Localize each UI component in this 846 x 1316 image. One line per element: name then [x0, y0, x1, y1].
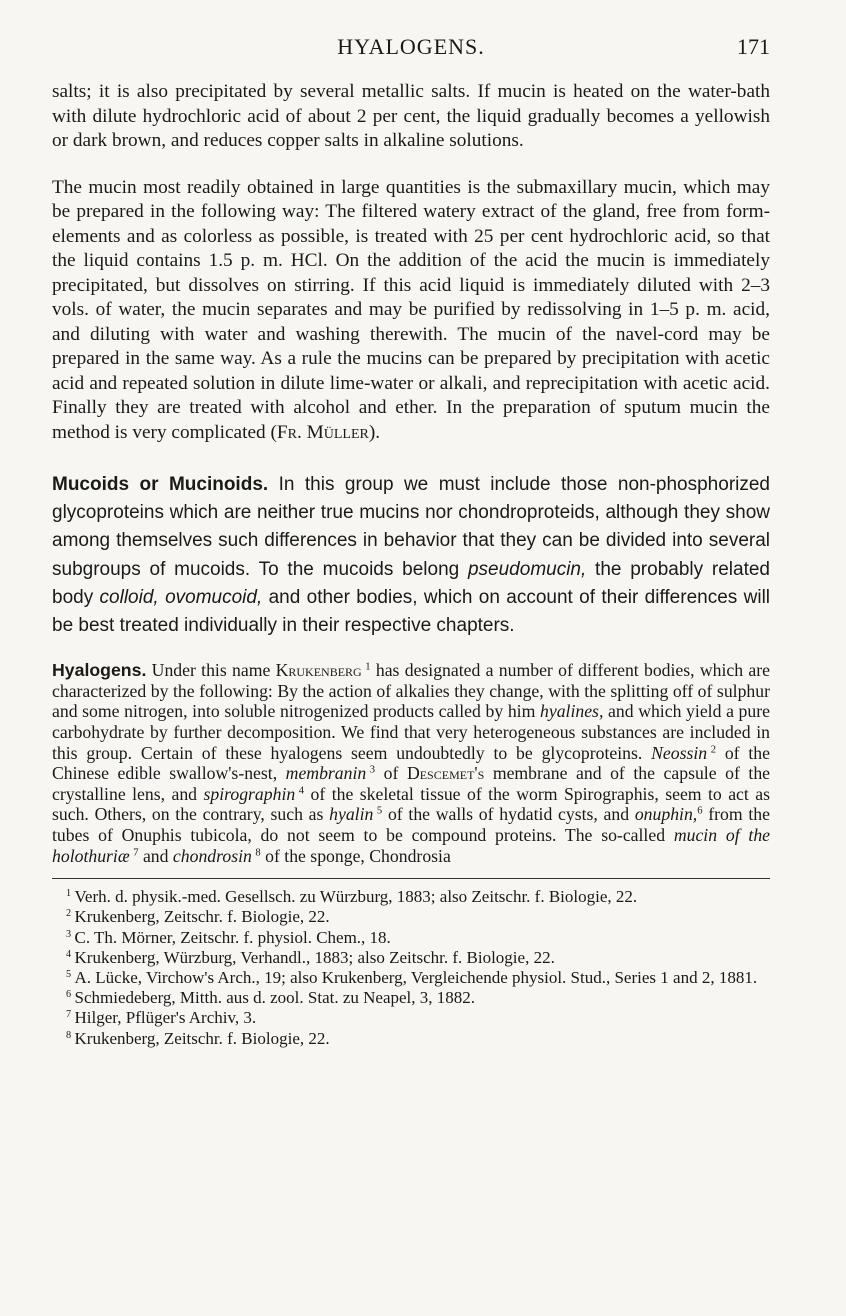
footnote-text: Krukenberg, Zeitschr. f. Biologie, 22.: [74, 907, 330, 927]
footnote-text: A. Lücke, Virchow's Arch., 19; also Krukenberg, Vergleichende physiol. Stud., Series 1 and 2, 1881.: [74, 967, 758, 987]
term-chondrosin: chondrosin: [172, 845, 252, 866]
footnote-ref: 2: [710, 744, 716, 756]
term-hyalines: hyalines,: [540, 701, 604, 722]
footnote-number: 6: [66, 989, 72, 1001]
footnote-text: Schmiedeberg, Mitth. aus d. zool. Stat. zu Neapel, 3, 1882.: [74, 988, 476, 1008]
section-mucoids: [52, 471, 770, 640]
footnotes: [52, 887, 770, 1049]
footnote: [52, 968, 770, 988]
footnote: [52, 988, 770, 1008]
paragraph-text: of the walls of hydatid cysts, and: [382, 804, 635, 825]
footnote-ref: 1: [365, 661, 371, 673]
page-title: HYALOGENS.: [337, 34, 485, 59]
term-onuphin: onuphin,: [634, 804, 698, 825]
section-hyalogens: [52, 660, 770, 866]
paragraph-text: ).: [368, 421, 381, 443]
footnote-text: Krukenberg, Würzburg, Verhandl., 1883; also Zeitschr. f. Biologie, 22.: [74, 947, 555, 967]
running-head: [52, 34, 770, 62]
page-number: 171: [737, 34, 770, 59]
footnote-ref: 5: [376, 806, 383, 818]
paragraph-text: of the Chinese edible swallow's-nest,: [52, 742, 770, 784]
paragraph-text: of the skeletal tissue of the worm Spirographis, seem to act as such. Others, on the contrary, such as: [52, 783, 771, 825]
section-heading-hyalogens: Hyalogens.: [52, 660, 147, 681]
term-pseudomucin: pseudomucin,: [467, 558, 587, 580]
paragraph-text: and which yield a pure carbohydrate by further decomposition. We find that very heterogeneous substances are included in this group. Certain of these hyalogens seem undoubtedly to be glycoproteins.: [52, 701, 770, 763]
footnote: [52, 1029, 770, 1049]
footnote-number: 2: [66, 908, 72, 920]
section-heading-mucoids: Mucoids or Mucinoids.: [52, 474, 269, 495]
paragraph-text: In this group we must include those non-phosphorized glycoproteins which are neither true mucins nor chondroproteids, although they show among themselves such differences in behavior that they can be divided into several subgroups of mucoids. To the mucoids belong: [52, 474, 770, 580]
footnote-number: 3: [66, 928, 72, 940]
author-descemet: Descemet's: [406, 763, 485, 784]
term-membranin: membranin: [285, 763, 367, 784]
paragraph-text: The mucin most readily obtained in large quantities is the submaxillary mucin, which may be prepared in the following way: The filtered watery extract of the gland, free from form-elements and as colorless as possible, is treated with 25 per cent hydrochloric acid, so that the liquid contains 1.5 p. m. HCl. On the addition of the acid the mucin is immediately precipitated, but dissolves on stirring. If this acid liquid is immediately diluted with 2–3 vols. of water, the mucin separates and may be purified by redissolving in 1–5 p. m. acid, and diluting with water and washing therewith. The mucin of the navel-cord may be prepared in the same way. As a rule the mucins can be prepared by precipitation with acetic acid and repeated solution in dilute lime-water or alkali, and reprecipitation with acetic acid. Finally they are treated with alcohol and ether. In the preparation of sputum mucin the method is very complicated (: [52, 176, 770, 443]
author-krukenberg: Krukenberg: [275, 660, 362, 681]
term-colloid: colloid,: [99, 586, 159, 608]
paragraph-text: has designated a number of different bodies, which are characterized by the following: By the action of alkalies they change, with the splitting off of sulphur and some nitrogen, into soluble nitrogenized products called by him: [52, 660, 770, 722]
term-hyalin: hyalin: [329, 804, 374, 825]
footnote-divider: [52, 878, 770, 879]
term-neossin: Neossin: [651, 742, 708, 763]
paragraph-text: of the sponge, Chondrosia: [260, 845, 451, 866]
footnote: [52, 887, 770, 907]
footnote-ref: 4: [298, 785, 305, 797]
footnote: [52, 907, 770, 927]
footnote-text: Hilger, Pflüger's Archiv, 3.: [74, 1008, 257, 1028]
term-ovomucoid: ovomucoid,: [165, 586, 263, 608]
paragraph-text: and: [138, 845, 173, 866]
footnote-number: 4: [66, 948, 72, 960]
footnote: [52, 948, 770, 968]
footnote: [52, 1008, 770, 1028]
paragraph-text: from the tubes of Onuphis tubicola, do not seem to be compound proteins. The so-called: [52, 804, 770, 845]
footnote-text: C. Th. Mörner, Zeitschr. f. physiol. Chem., 18.: [74, 927, 391, 947]
paragraph-text: membrane and of the capsule of the crystalline lens, and: [52, 763, 771, 804]
footnote-ref: 6: [697, 806, 703, 818]
footnote-number: 1: [66, 888, 72, 900]
paragraph-mucin-heating: salts; it is also precipitated by several metallic salts. If mucin is heated on the water-bath with dilute hydrochloric acid of about 2 per cent, the liquid gradually becomes a yellowish or dark brown, and reduces copper salts in alkaline solutions.: [52, 81, 770, 151]
footnote-number: 7: [66, 1009, 72, 1021]
term-mucin-holothuriae: mucin of the holothuriæ: [52, 824, 771, 866]
paragraph-submaxillary-mucin: [52, 176, 770, 446]
author-muller: Fr. Müller: [276, 421, 369, 443]
footnote-number: 8: [66, 1029, 72, 1041]
paragraph-text: the probably related body: [52, 558, 770, 608]
footnote-number: 5: [66, 968, 72, 980]
term-spirographin: spirographin: [203, 783, 296, 804]
page: [52, 34, 770, 1049]
footnote-ref: 3: [369, 764, 376, 776]
footnote-ref: 7: [133, 847, 139, 859]
paragraph-text: Under this name: [146, 660, 276, 681]
footnote-text: Verh. d. physik.-med. Gesellsch. zu Würzburg, 1883; also Zeitschr. f. Biologie, 22.: [74, 887, 638, 907]
footnote: [52, 928, 770, 948]
footnote-text: Krukenberg, Zeitschr. f. Biologie, 22.: [74, 1028, 330, 1048]
paragraph-text: of: [375, 763, 407, 784]
paragraph-text: and other bodies, which on account of their differences will be best treated individually in their respective chapters.: [52, 586, 771, 637]
footnote-ref: 8: [255, 847, 261, 859]
